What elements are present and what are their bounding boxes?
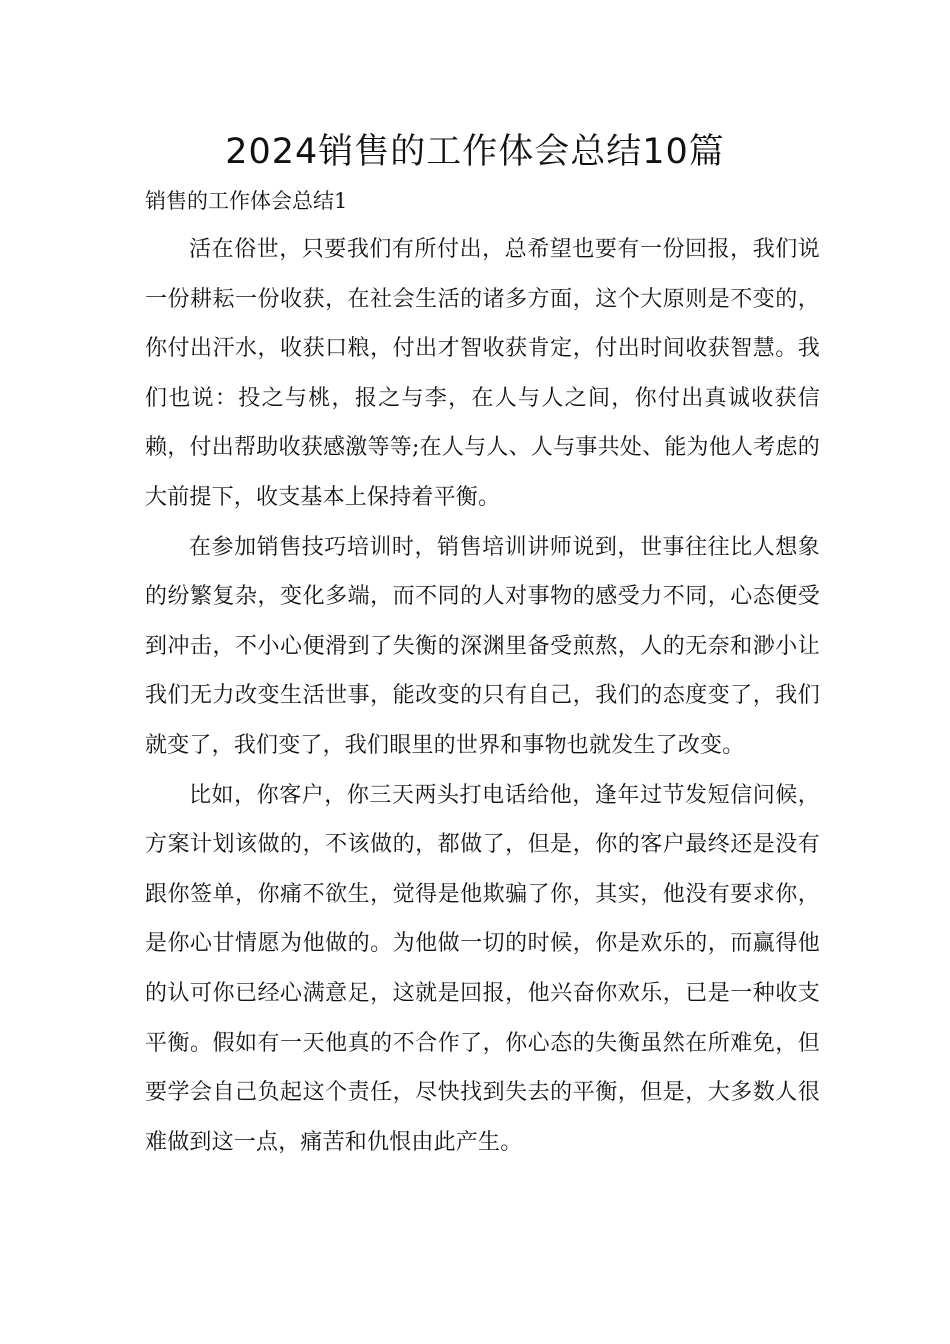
paragraph-2: 在参加销售技巧培训时，销售培训讲师说到，世事往往比人想象的纷繁复杂，变化多端，而不同的人对事物的感受力不同，心态便受到冲击，不小心便滑到了失衡的深渊里备受煎熬，人的无奈和渺小让我们无力改变生活世事，能改变的只有自己，我们的态度变了，我们就变了，我们变了，我们眼里的世界和事物也就发生了改变。: [145, 534, 820, 758]
paragraph-1: 活在俗世，只要我们有所付出，总希望也要有一份回报，我们说一份耕耘一份收获，在社会生活的诸多方面，这个大原则是不变的，你付出汗水，收获口粮，付出才智收获肯定，付出时间收获智慧。我们也说：投之与桃，报之与李，在人与人之间，你付出真诚收获信赖，付出帮助收获感激等等;在人与人、人与事共处、能为他人考虑的大前提下，收支基本上保持着平衡。: [145, 237, 820, 510]
paragraph-3: 比如，你客户，你三天两头打电话给他，逢年过节发短信问候，方案计划该做的，不该做的，都做了，但是，你的客户最终还是没有跟你签单，你痛不欲生，觉得是他欺骗了你，其实，他没有要求你，是你心甘情愿为他做的。为他做一切的时候，你是欢乐的，而赢得他的认可你已经心满意足，这就是回报，他兴奋你欢乐，已是一种收支平衡。假如有一天他真的不合作了，你心态的失衡虽然在所难免，但要学会自己负起这个责任，尽快找到失去的平衡，但是，大多数人很难做到这一点，痛苦和仇恨由此产生。: [145, 782, 820, 1155]
document-title: 2024销售的工作体会总结10篇: [225, 132, 725, 172]
body-text: [145, 225, 820, 1167]
section-heading: 销售的工作体会总结1: [145, 189, 348, 213]
